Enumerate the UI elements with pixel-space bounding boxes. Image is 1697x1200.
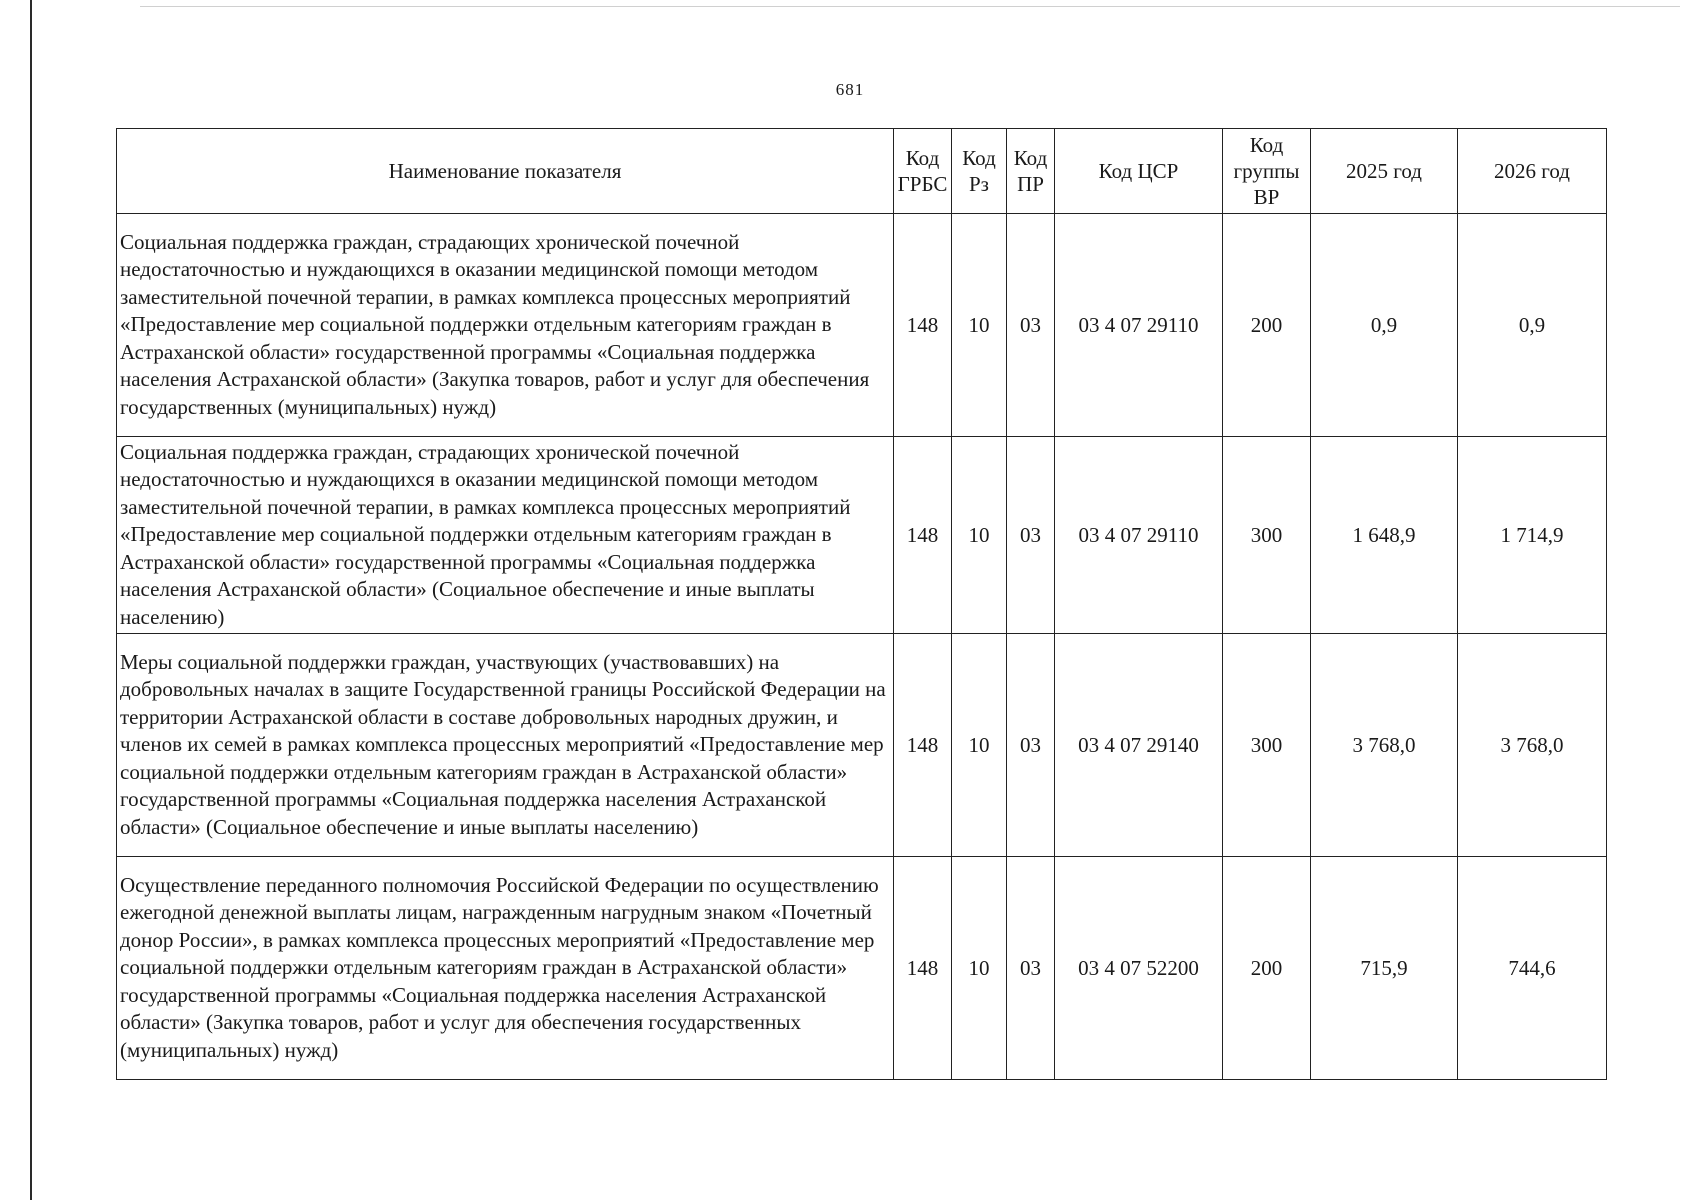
header-name: Наименование показателя [117,129,894,214]
cell-2026: 3 768,0 [1458,634,1607,857]
cell-pr: 03 [1007,214,1055,437]
header-row [117,129,1607,214]
cell-2025: 715,9 [1311,857,1458,1080]
cell-pr: 03 [1007,857,1055,1080]
cell-vr: 200 [1223,214,1311,437]
header-vr: Код группы ВР [1223,129,1311,214]
cell-grbs: 148 [894,214,952,437]
cell-csr: 03 4 07 29110 [1055,437,1223,634]
table-row [117,437,1607,634]
cell-pr: 03 [1007,634,1055,857]
scan-edge-left [30,0,32,1200]
cell-2026: 744,6 [1458,857,1607,1080]
budget-table [116,128,1607,1080]
cell-2026: 0,9 [1458,214,1607,437]
table-row [117,634,1607,857]
header-rz: Код Рз [952,129,1007,214]
header-pr: Код ПР [1007,129,1055,214]
cell-2025: 3 768,0 [1311,634,1458,857]
cell-2026: 1 714,9 [1458,437,1607,634]
table-header [117,129,1607,214]
cell-name: Осуществление переданного полномочия Российской Федерации по осуществлению ежегодной денежной выплаты лицам, награжденным нагрудным знаком «Почетный донор России», в рамках комплекса процессных мероприятий «Предоставление мер социальной поддержки отдельным категориям граждан в Астраханской области» государственной программы «Социальная поддержка населения Астраханской области» (Закупка товаров, работ и услуг для обеспечения государственных (муниципальных) нужд) [117,857,894,1080]
cell-vr: 300 [1223,634,1311,857]
cell-rz: 10 [952,857,1007,1080]
header-csr: Код ЦСР [1055,129,1223,214]
cell-csr: 03 4 07 29110 [1055,214,1223,437]
cell-grbs: 148 [894,634,952,857]
cell-name: Меры социальной поддержки граждан, участвующих (участвовавших) на добровольных началах в защите Государственной границы Российской Федерации на территории Астраханской области в составе добровольных народных дружин, и членов их семей в рамках комплекса процессных мероприятий «Предоставление мер социальной поддержки отдельным категориям граждан в Астраханской области» государственной программы «Социальная поддержка населения Астраханской области» (Социальное обеспечение и иные выплаты населению) [117,634,894,857]
cell-rz: 10 [952,634,1007,857]
cell-pr: 03 [1007,437,1055,634]
cell-vr: 200 [1223,857,1311,1080]
cell-2025: 1 648,9 [1311,437,1458,634]
scan-edge-top [140,6,1680,7]
cell-csr: 03 4 07 29140 [1055,634,1223,857]
cell-grbs: 148 [894,437,952,634]
header-grbs: Код ГРБС [894,129,952,214]
header-2026: 2026 год [1458,129,1607,214]
header-2025: 2025 год [1311,129,1458,214]
cell-vr: 300 [1223,437,1311,634]
cell-csr: 03 4 07 52200 [1055,857,1223,1080]
table-row [117,214,1607,437]
cell-2025: 0,9 [1311,214,1458,437]
cell-grbs: 148 [894,857,952,1080]
cell-rz: 10 [952,437,1007,634]
cell-name: Социальная поддержка граждан, страдающих хронической почечной недостаточностью и нуждающихся в оказании медицинской помощи методом заместительной почечной терапии, в рамках комплекса процессных мероприятий «Предоставление мер социальной поддержки отдельным категориям граждан в Астраханской области» государственной программы «Социальная поддержка населения Астраханской области» (Социальное обеспечение и иные выплаты населению) [117,437,894,634]
page-number: 681 [835,80,865,99]
table-row [117,857,1607,1080]
cell-rz: 10 [952,214,1007,437]
cell-name: Социальная поддержка граждан, страдающих хронической почечной недостаточностью и нуждающихся в оказании медицинской помощи методом заместительной почечной терапии, в рамках комплекса процессных мероприятий «Предоставление мер социальной поддержки отдельным категориям граждан в Астраханской области» государственной программы «Социальная поддержка населения Астраханской области» (Закупка товаров, работ и услуг для обеспечения государственных (муниципальных) нужд) [117,214,894,437]
table-body [117,214,1607,1080]
